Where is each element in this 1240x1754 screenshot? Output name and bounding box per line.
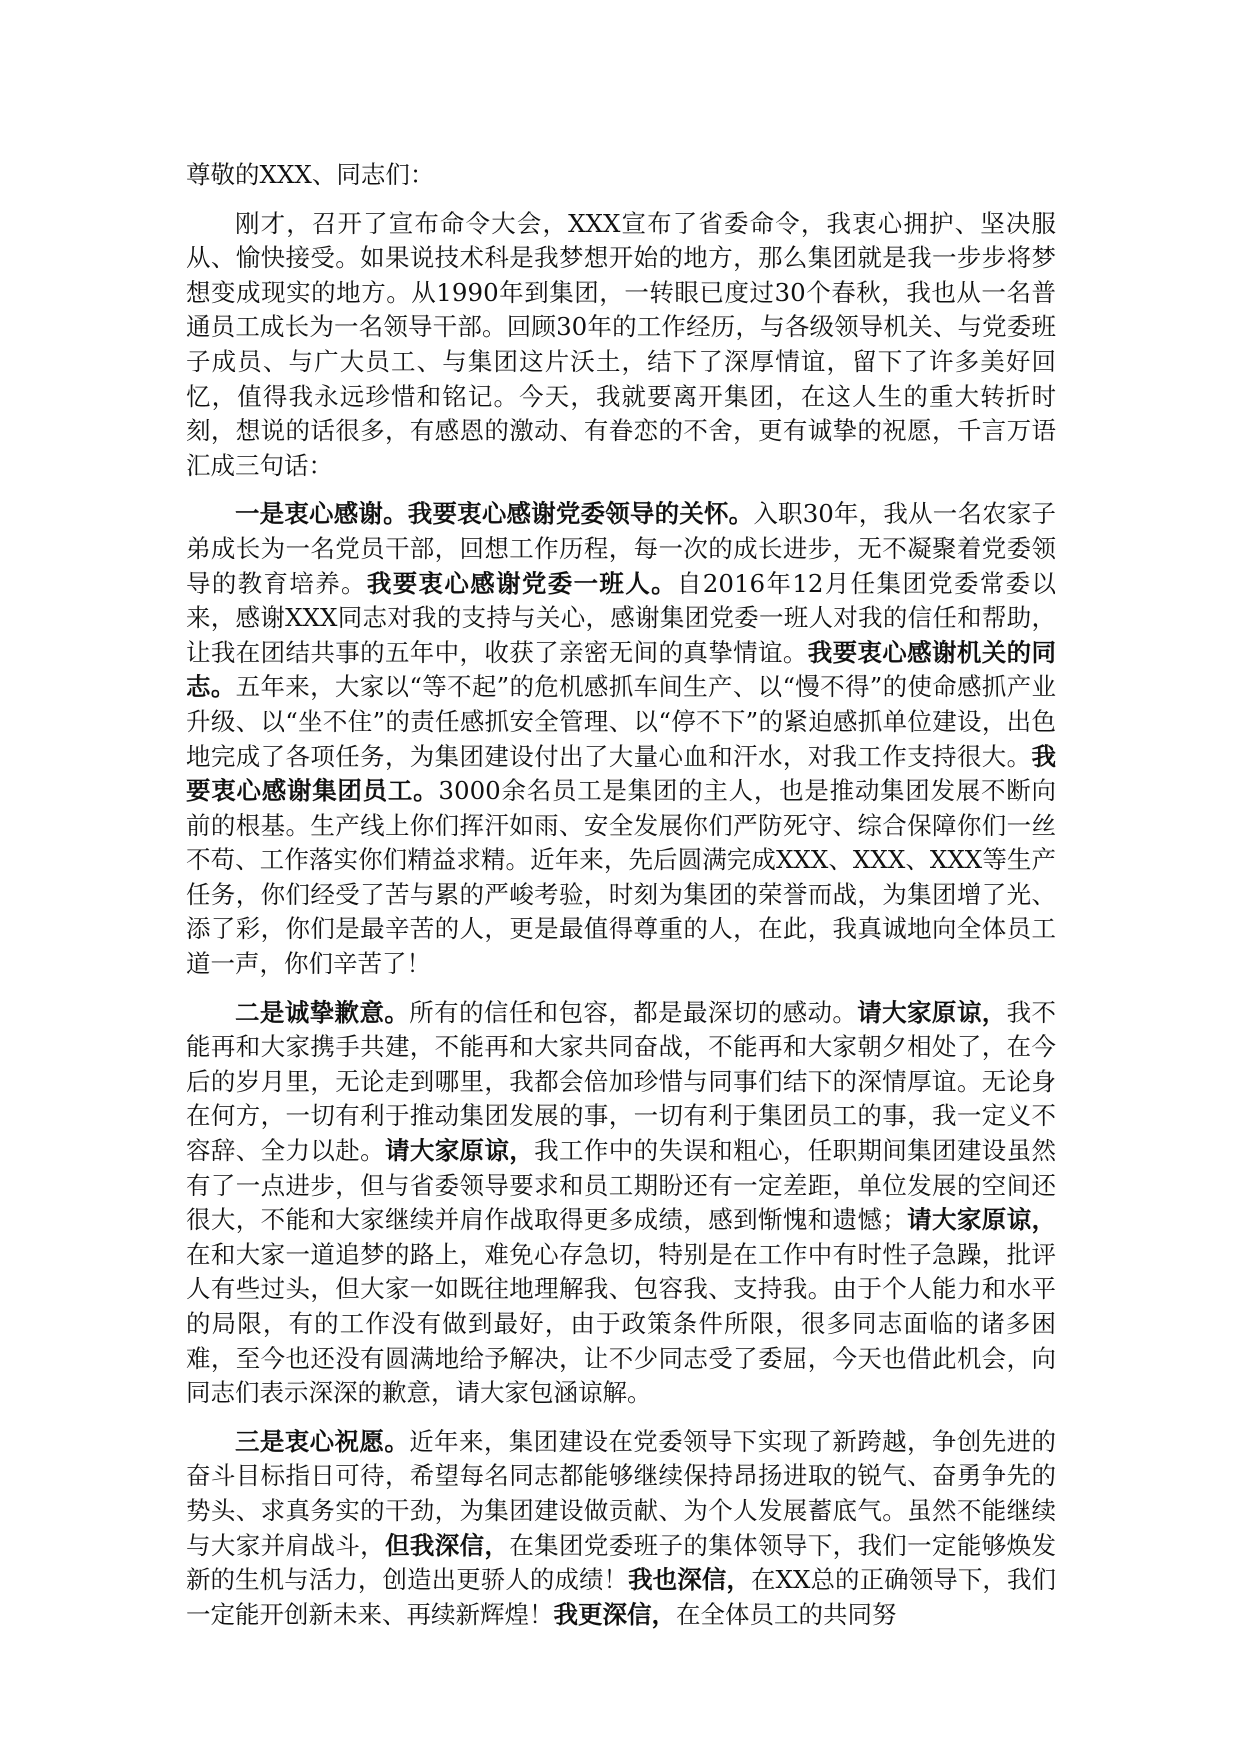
section-3-text-2: 在XX总的正确领导下，我们一定能开创新未来、再续新辉煌！ bbox=[186, 1565, 1057, 1629]
intro-paragraph: 刚才，召开了宣布命令大会，XXX宣布了省委命令，我衷心拥护、坚决服从、愉快接受。如果说技术科是我梦想开始的地方，那么集团就是我一步步将梦想变成现实的地方。从1990年到集团，一转眼已度过30个春秋，我也从一名普通员工成长为一名领导干部。回顾30年的工作经历，与各级领导机关、与党委班子成员、与广大员工、与集团这片沃土，结下了深厚情谊，留下了许多美好回忆，值得我永远珍惜和铭记。今天，我就要离开集团，在这人生的重大转折时刻，想说的话很多，有感恩的激动、有眷恋的不舍，更有诚挚的祝愿，千言万语汇成三句话： bbox=[186, 208, 1056, 480]
section-1-heading: 一是衷心感谢。 bbox=[235, 499, 408, 529]
section-1-bold-3: 我要衷心感谢机关的同志。 bbox=[186, 637, 1057, 702]
section-2-text-0: 所有的信任和包容，都是最深切的感动。 bbox=[409, 997, 858, 1027]
section-3-bold-3: 我更深信， bbox=[553, 1599, 676, 1629]
salutation: 尊敬的XXX、同志们： bbox=[186, 160, 435, 189]
document-page bbox=[186, 158, 1056, 1646]
section-1-text-3: 五年来，大家以“等不起”的危机感抓车间生产、以“慢不得”的使命感抓产业升级、以“坐不住”的责任感抓安全管理、以“停不下”的紧迫感抓单位建设，出色地完成了各项任务，为集团建设付出了大量心血和汗水，对我工作支持很大。 bbox=[186, 672, 1056, 771]
section-2-bold-2: 请大家原谅， bbox=[384, 1136, 535, 1166]
section-3-paragraph bbox=[186, 1425, 1056, 1633]
section-2-text-3: 在和大家一道追梦的路上，难免心存急切，特别是在工作中有时性子急躁，批评人有些过头，但大家一如既往地理解我、包容我、支持我。由于个人能力和水平的局限，有的工作没有做到最好，由于政策条件所限，很多同志面临的诸多困难，至今也还没有圆满地给予解决，让不少同志受了委屈，今天也借此机会，向同志们表示深深的歉意，请大家包涵谅解。 bbox=[186, 1239, 1056, 1408]
section-1-bold-2: 我要衷心感谢党委一班人。 bbox=[366, 568, 677, 598]
section-3-heading: 三是衷心祝愿。 bbox=[235, 1426, 410, 1456]
section-3-text-3: 在全体员工的共同努 bbox=[676, 1599, 897, 1629]
section-3-text-0: 近年来，集团建设在党委领导下实现了新跨越，争创先进的奋斗目标指日可待，希望每名同志都能够继续保持昂扬进取的锐气、奋勇争先的势头、求真务实的干劲，为集团建设做贡献、为个人发展蓄底气。虽然不能继续与大家并肩战斗， bbox=[186, 1426, 1056, 1560]
section-1-text-1: 入职30年，我从一名农家子弟成长为一名党员干部，回想工作历程，每一次的成长进步，无不凝聚着党委领导的教育培养。 bbox=[186, 499, 1057, 598]
section-1-text-4: 3000余名员工是集团的主人，也是推动集团发展不断向前的根基。生产线上你们挥汗如雨、安全发展你们严防死守、综合保障你们一丝不苟、工作落实你们精益求精。近年来，先后圆满完成XXX、XXX、XXX等生产任务，你们经受了苦与累的严峻考验，时刻为集团的荣誉而战，为集团增了光、添了彩，你们是最辛苦的人，更是最值得尊重的人，在此，我真诚地向全体员工道一声，你们辛苦了！ bbox=[186, 776, 1056, 979]
section-3-bold-1: 但我深信， bbox=[384, 1530, 510, 1560]
section-3-bold-2: 我也深信， bbox=[628, 1565, 751, 1595]
section-1-bold-1: 我要衷心感谢党委领导的关怀。 bbox=[407, 499, 754, 529]
section-2-heading: 二是诚挚歉意。 bbox=[235, 997, 410, 1027]
section-2-text-2: 我工作中的失误和粗心，任职期间集团建设虽然有了一点进步，但与省委领导要求和员工期盼还有一定差距，单位发展的空间还很大，不能和大家继续并肩作战取得更多成绩，感到惭愧和遗憾； bbox=[186, 1136, 1057, 1235]
section-3-text-1: 在集团党委班子的集体领导下，我们一定能够焕发新的生机与活力，创造出更骄人的成绩！ bbox=[186, 1530, 1057, 1595]
section-2-bold-1: 请大家原谅， bbox=[857, 997, 1007, 1027]
section-1-bold-4: 我要衷心感谢集团员工。 bbox=[186, 741, 1056, 806]
section-2-text-1: 我不能再和大家携手共建，不能再和大家共同奋战，不能再和大家朝夕相处了，在今后的岁月里，无论走到哪里，我都会倍加珍惜与同事们结下的深情厚谊。无论身在何方，一切有利于推动集团发展的事，一切有利于集团员工的事，我一定义不容辞、全力以赴。 bbox=[186, 997, 1056, 1166]
section-1-text-2: 自2016年12月任集团党委常委以来，感谢XXX同志对我的支持与关心，感谢集团党委一班人对我的信任和帮助，让我在团结共事的五年中，收获了亲密无间的真挚情谊。 bbox=[186, 568, 1057, 667]
section-2-bold-3: 请大家原谅， bbox=[906, 1205, 1057, 1235]
section-1-paragraph bbox=[186, 497, 1056, 981]
section-2-paragraph bbox=[186, 996, 1056, 1411]
